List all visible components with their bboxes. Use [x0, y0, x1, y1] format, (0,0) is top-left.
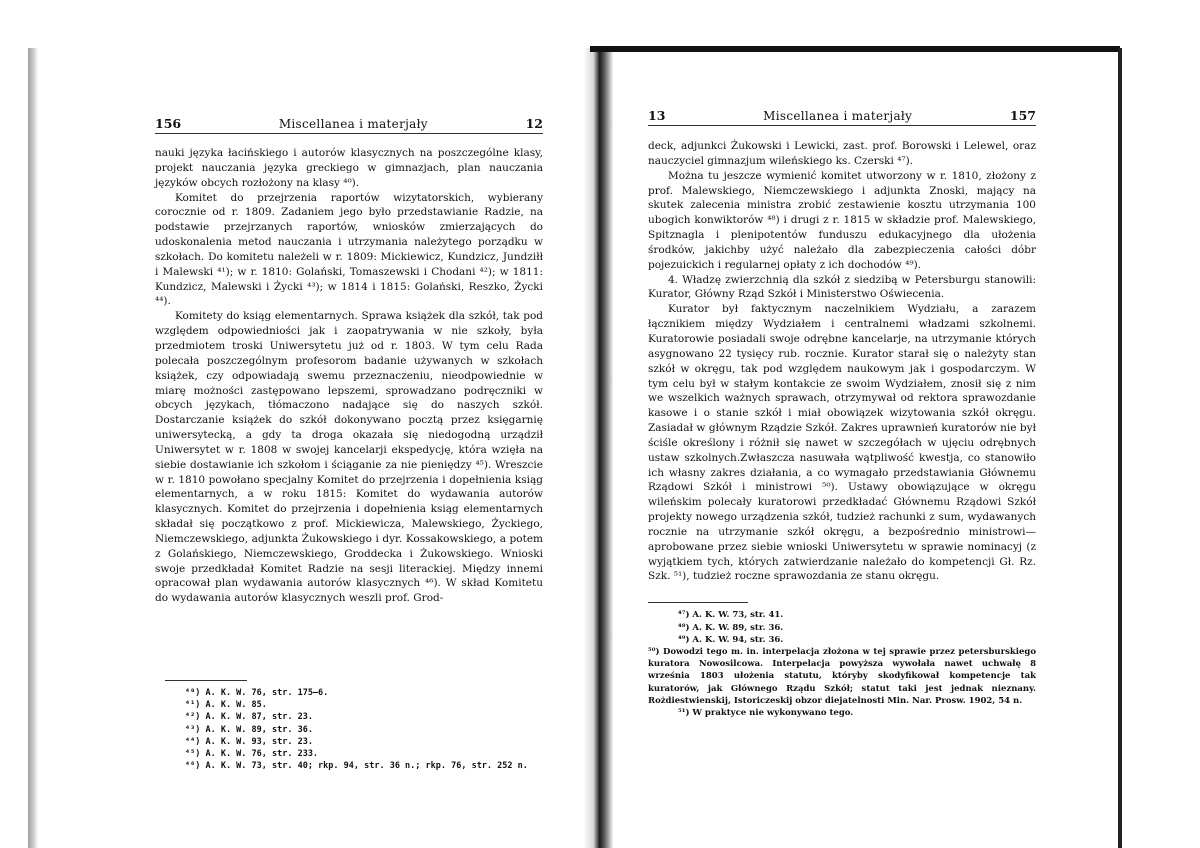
paragraph: Kurator był faktycznym naczelnikiem Wydziału, a zarazem łącznikiem między Wydziałem i centralnemi władzami szkolnemi. Kuratorowie posiadali swoje odrębne kancelarje, na utrzymanie których asygnowano 22 tysięcy rub. rocznie. Kurator starał się o należyty stan szkół w okręgu, tak pod względem naukowym jak i gospodarczym. W tym celu był w stałym kontakcie ze swoim Wydziałem, znosił się z nim we wszelkich ważnych sprawach, otrzymywał od rektora sprawozdanie kasowe i o stanie szkół i miał obowiązek wizytowania szkół okręgu. Zasiadał w głównym Rządzie Szkół. Zakres uprawnień kuratorów nie był ściśle określony i różnił się nawet w szczegółach w ujęciu odrębnych ustaw szkolnych.Zwłaszcza nasuwała wątpliwość kwestja, co stanowiło ich własny zakres działania, a co wymagało przedstawiania Głównemu Rządowi Szkół i ministrowi ⁵⁰). Ustawy obowiązujące w okręgu wileńskim polecały kuratorowi przedkładać Głównemu Rządowi Szkół projekty nowego urządzenia szkół, tudzież rachunki z sum, wydawanych rocznie na utrzymanie szkół okręgu, a bezpośrednio ministrowi—aprobowane przez siebie wnioski Uniwersytetu w sprawie nominacyj (z wyjątkiem tych, których zatwierdzanie należało do kompetencji Gł. Rz. Szk. ⁵¹), tudzież roczne sprawozdania ze stanu okręgu.	[648, 303, 1036, 583]
paragraph: Komitety do ksiąg elementarnych. Sprawa książek dla szkół, tak pod względem odpowiedniości jak i zaopatrywania w nie szkoły, była przedmiotem troski Uniwersytetu już od r. 1803. W tym celu Rada polecała poszczególnym profesorom badanie używanych w szkołach książek, czy odpowiadają swemu przeznaczeniu, nieodpowiednie w miarę możności zastępowano lepszemi, sprowadzano podręczniki w obcych językach, tłómaczono nadające się do naszych szkół. Dostarczanie książek do szkół dokonywano pocztą przez księgarnię uniwersytecką, a gdy ta droga okazała się niedogodną urządził Uniwersytet w r. 1808 w swojej kancelarji ekspedycję, która wzięła na siebie dostawianie ich szkołom i ściąganie za nie pieniędzy ⁴⁵). Wreszcie w r. 1810 powołano specjalny Komitet do przejrzenia i dopełnienia ksiąg elementarnych, a w roku 1815: Komitet do wydawania autorów klasycznych. Komitet do przejrzenia i dopełnienia ksiąg elementarnych składał się początkowo z prof. Mickiewicza, Malewskiego, Życkiego, Niemczewskiego, adjunkta Żukowskiego i dyr. Kossakowskiego, a potem z Golańskiego, Niemczewskiego, Groddecka i Żukowskiego. Wnioski swoje przedkładał Komitet Radzie na sesji literackiej. Między innemi opracował plan wydawania autorów klasycznych ⁴⁶). W skład Komitetu do wydawania autorów klasycznych weszli prof. Grod-	[155, 310, 543, 605]
right-page	[648, 108, 1036, 719]
right-body-text	[648, 139, 1036, 584]
footnote: ⁴⁶) A. K. W. 73, str. 40; rkp. 94, str. 36 n.; rkp. 76, str. 252 n.	[185, 761, 528, 772]
paragraph: deck, adjunkci Żukowski i Lewicki, zast. prof. Borowski i Lelewel, oraz nauczyciel gimnazjum wileńskiego ks. Czerski ⁴⁷).	[648, 140, 1036, 167]
left-footnotes-area	[155, 666, 543, 772]
left-page-number: 156	[155, 116, 182, 131]
footnote-rule	[165, 680, 247, 681]
footnote: ⁴²) A. K. W. 87, str. 23.	[185, 712, 313, 723]
left-running-title: Miscellanea i materjały	[278, 117, 428, 131]
scan-edge-right	[1118, 48, 1122, 848]
footnote: ⁴¹) A. K. W. 85.	[185, 700, 267, 711]
paragraph: Komitet do przejrzenia raportów wizytatorskich, wybierany corocznie od r. 1809. Zadaniem jego było przedstawianie Radzie, na podstawie przejrzanych raportów, wniosków zmierzających do udoskonalenia metod nauczania i utrzymania należytego porządku w szkołach. Do komitetu należeli w r. 1809: Mickiewicz, Kundzicz, Jundziłł i Malewski ⁴¹); w r. 1810: Golański, Tomaszewski i Chodani ⁴²); w 1811: Kundzicz, Malewski i Życki ⁴³); w 1814 i 1815: Golański, Reszko, Życki ⁴⁴).	[155, 191, 543, 308]
footnote: ⁴⁵) A. K. W. 76, str. 233.	[185, 749, 319, 760]
scan-top-edge	[590, 46, 1120, 52]
left-footnotes	[155, 687, 543, 772]
footnote: ⁴³) A. K. W. 89, str. 36.	[185, 724, 313, 735]
footnote: ⁴⁴) A. K. W. 93, str. 23.	[185, 736, 313, 747]
left-running-head	[155, 116, 543, 134]
right-section-number: 13	[648, 108, 666, 123]
footnote: ⁵⁰) Dowodzi tego m. in. interpelacja złożona w tej sprawie przez petersburskiego kuratora Nowosilcowa. Interpelacja powyższa wywołała nawet uchwałę 8 września 1803 ułożenia statutu, któryby skodyfikował kompetencje tak kuratorów, jak Głównego Rządu Szkół; statut taki jest jednak nieznany. Rożdiestwienskij, Istoriczeskij obzor diejatelnosti Min. Nar. Prosw. 1902, 54 n.	[648, 646, 1036, 706]
footnote: ⁵¹) W praktyce nie wykonywano tego.	[678, 707, 854, 718]
paragraph: 4. Władzę zwierzchnią dla szkół z siedzibą w Petersburgu stanowili: Kurator, Główny Rząd Szkół i Ministerstwo Oświecenia.	[648, 273, 1036, 301]
paragraph: Można tu jeszcze wymienić komitet utworzony w r. 1810, złożony z prof. Malewskiego, Niemczewskiego i adjunkta Znoski, mający na skutek zalecenia ministra zrobić zestawienie kosztu utrzymania 100 ubogich konwiktorów ⁴⁸) i drugi z r. 1815 w składzie prof. Malewskiego, Spitznagla i plenipotentów funduszu edukacyjnego dla ułożenia środków, jakichby użyć należało dla zabezpieczenia całości dóbr pojezuickich i regularnej opłaty z ich dochodów ⁴⁹).	[648, 169, 1036, 271]
right-page-number: 157	[1009, 108, 1036, 123]
scan-edge-left	[28, 48, 38, 848]
left-page	[155, 116, 543, 772]
footnote-rule	[648, 602, 748, 603]
right-running-head	[648, 108, 1036, 126]
right-running-title: Miscellanea i materjały	[763, 109, 913, 123]
book-gutter	[583, 48, 613, 848]
footnote: ⁴⁸) A. K. W. 89, str. 36.	[678, 622, 784, 633]
left-section-number: 12	[525, 116, 543, 131]
left-body-text	[155, 146, 543, 606]
footnote: ⁴⁰) A. K. W. 76, str. 175—6.	[185, 688, 329, 698]
footnote: ⁴⁷) A. K. W. 73, str. 41.	[678, 610, 784, 621]
footnote: ⁴⁹) A. K. W. 94, str. 36.	[678, 634, 784, 645]
right-footnotes	[648, 609, 1036, 719]
paragraph: nauki języka łacińskiego i autorów klasycznych na poszczególne klasy, projekt nauczania języka greckiego w gimnazjach, plan nauczania języków obcych rozłożony na klasy ⁴⁰).	[155, 147, 543, 189]
